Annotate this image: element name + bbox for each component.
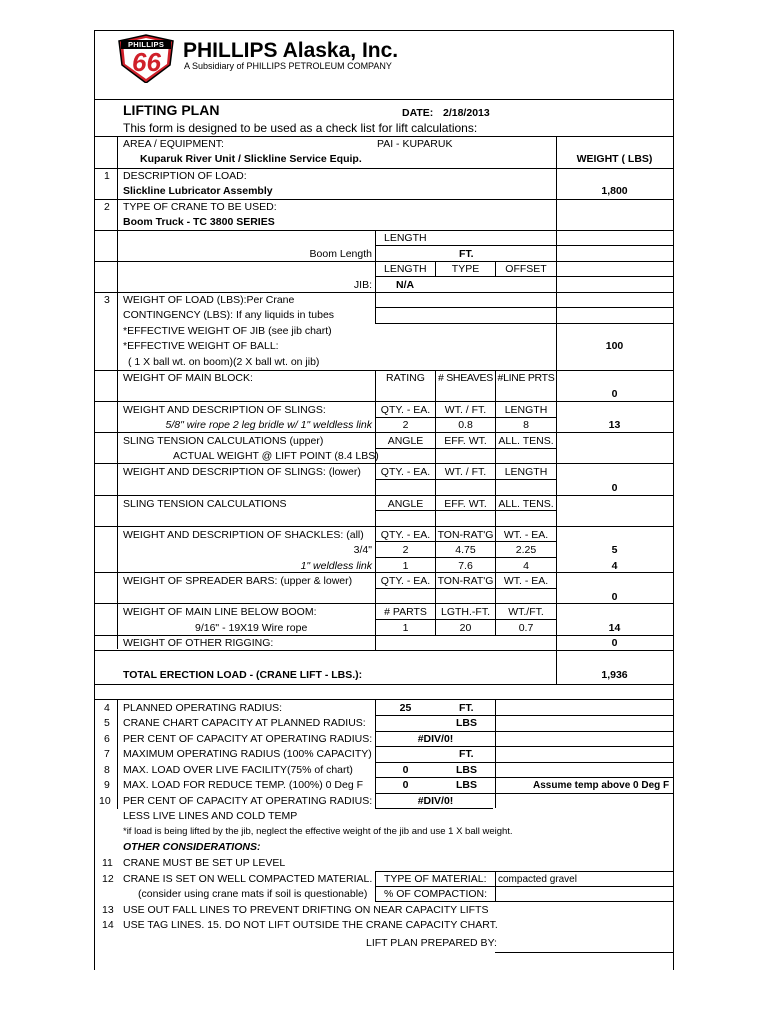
row-number: 4 bbox=[104, 702, 110, 714]
total-load-weight: 1,936 bbox=[601, 669, 628, 681]
sling-tension-upper-label: SLING TENSION CALCULATIONS (upper) bbox=[123, 435, 324, 447]
grid-line bbox=[94, 292, 673, 293]
grid-line bbox=[117, 699, 118, 809]
other-rigging-weight: 0 bbox=[611, 637, 618, 649]
grid-line bbox=[94, 495, 673, 496]
row-number: 6 bbox=[104, 733, 110, 745]
percent-capacity-value: #DIV/0! bbox=[417, 733, 454, 745]
grid-line bbox=[495, 699, 496, 808]
sling-weight: 13 bbox=[608, 419, 621, 431]
planned-radius-value: 25 bbox=[399, 702, 412, 714]
grid-line bbox=[94, 699, 673, 700]
signature-line bbox=[495, 952, 673, 953]
grid-line bbox=[94, 230, 673, 231]
less-live-lines-note: LESS LIVE LINES AND COLD TEMP bbox=[123, 810, 298, 822]
chart-capacity-label: CRANE CHART CAPACITY AT PLANNED RADIUS: bbox=[123, 717, 366, 729]
form-intro: This form is designed to be used as a check list for lift calculations: bbox=[123, 121, 478, 135]
form-title: LIFTING PLAN bbox=[123, 102, 220, 118]
area-code: PAI - KUPARUK bbox=[377, 138, 453, 150]
percent-capacity-op-label: PER CENT OF CAPACITY AT OPERATING RADIUS: bbox=[123, 795, 373, 807]
qty-header: QTY. - EA. bbox=[380, 404, 431, 416]
row-number: 14 bbox=[102, 919, 114, 931]
grid-line bbox=[375, 808, 493, 809]
shackle-2-desc: 1" weldless link bbox=[300, 560, 372, 572]
ton-rating-header: TON-RAT'G bbox=[437, 575, 494, 587]
grid-line bbox=[375, 886, 673, 887]
company-subsidiary: A Subsidiary of PHILLIPS PETROLEUM COMPANY bbox=[184, 61, 392, 71]
length-ft-header: LGTH.-FT. bbox=[441, 606, 490, 618]
jib-label: JIB: bbox=[353, 279, 372, 291]
form-top-border bbox=[94, 30, 673, 31]
max-load-live-value: 0 bbox=[402, 764, 409, 776]
sling-description: 5/8" wire rope 2 leg bridle w/ 1" weldless link bbox=[165, 419, 372, 431]
grid-line bbox=[375, 777, 673, 778]
max-radius-unit: FT. bbox=[459, 748, 474, 760]
max-load-live-label: MAX. LOAD OVER LIVE FACILITY(75% of chart) bbox=[123, 764, 353, 776]
shackle-2-qty: 1 bbox=[402, 560, 409, 572]
grid-line bbox=[94, 432, 673, 433]
fall-lines-item: USE OUT FALL LINES TO PREVENT DRIFTING ON NEAR CAPACITY LIFTS bbox=[123, 904, 489, 916]
row-number: 1 bbox=[104, 170, 110, 182]
grid-line bbox=[375, 245, 673, 246]
divider bbox=[94, 99, 673, 100]
sling-qty: 2 bbox=[402, 419, 409, 431]
actual-weight-label: ACTUAL WEIGHT @ LIFT POINT (8.4 LBS) bbox=[173, 450, 379, 462]
jib-note: *if load is being lifted by the jib, neglect the effective weight of the jib and use 1 X ball weight. bbox=[123, 826, 513, 837]
row-number: 8 bbox=[104, 764, 110, 776]
grid-line bbox=[375, 557, 556, 558]
grid-line bbox=[94, 136, 673, 137]
shackles-label: WEIGHT AND DESCRIPTION OF SHACKLES: (all) bbox=[123, 529, 364, 541]
slings-lower-label: WEIGHT AND DESCRIPTION OF SLINGS: (lower) bbox=[123, 466, 361, 478]
shackle-1-ton: 4.75 bbox=[455, 544, 476, 556]
spreader-weight: 0 bbox=[611, 591, 618, 603]
row-number: 7 bbox=[104, 748, 110, 760]
max-radius-label: MAXIMUM OPERATING RADIUS (100% CAPACITY) bbox=[123, 748, 372, 760]
grid-line bbox=[94, 401, 673, 402]
row-number: 2 bbox=[104, 201, 110, 213]
sling-length: 8 bbox=[523, 419, 529, 431]
percent-capacity-op-value: #DIV/0! bbox=[417, 795, 454, 807]
slings-lower-weight: 0 bbox=[611, 482, 618, 494]
wire-rope-desc: 9/16" - 19X19 Wire rope bbox=[195, 622, 308, 634]
qty-header: QTY. - EA. bbox=[380, 575, 431, 587]
grid-line bbox=[94, 261, 673, 262]
ton-rating-header: TON-RAT'G bbox=[437, 529, 494, 541]
other-considerations-heading: OTHER CONSIDERATIONS: bbox=[123, 841, 261, 853]
grid-line bbox=[94, 526, 673, 527]
grid-line bbox=[94, 199, 673, 200]
phillips-66-shield-icon bbox=[115, 33, 177, 83]
spreader-bars-label: WEIGHT OF SPREADER BARS: (upper & lower) bbox=[123, 575, 353, 587]
row-number: 5 bbox=[104, 717, 110, 729]
company-name: PHILLIPS Alaska, Inc. bbox=[183, 39, 399, 62]
shackle-1-desc: 3/4" bbox=[353, 544, 372, 556]
logo-badge-number: 66 bbox=[132, 47, 161, 77]
grid-line bbox=[94, 635, 673, 636]
grid-line bbox=[375, 588, 556, 589]
date-value: 2/18/2013 bbox=[443, 107, 490, 119]
grid-line bbox=[375, 715, 673, 716]
qty-header: QTY. - EA. bbox=[380, 466, 431, 478]
qty-header: QTY. - EA. bbox=[380, 529, 431, 541]
main-block-weight: 0 bbox=[611, 388, 618, 400]
rating-header: RATING bbox=[386, 372, 425, 384]
area-label: AREA / EQUIPMENT: bbox=[123, 138, 224, 150]
grid-line bbox=[94, 684, 673, 685]
max-load-temp-label: MAX. LOAD FOR REDUCE TEMP. (100%) 0 Deg F bbox=[123, 779, 364, 791]
all-tens-header: ALL. TENS. bbox=[498, 435, 554, 447]
wire-parts: 1 bbox=[402, 622, 409, 634]
sheaves-header: # SHEAVES bbox=[438, 372, 493, 384]
wt-ea-header: WT. - EA. bbox=[503, 529, 549, 541]
chart-capacity-unit: LBS bbox=[456, 717, 477, 729]
row-number: 9 bbox=[104, 779, 110, 791]
grid-line bbox=[375, 901, 673, 902]
wire-wt-ft: 0.7 bbox=[518, 622, 534, 634]
grid-line bbox=[375, 762, 673, 763]
crane-type-label: TYPE OF CRANE TO BE USED: bbox=[123, 201, 277, 213]
crane-mats-note: (consider using crane mats if soil is questionable) bbox=[138, 888, 368, 900]
shackle-2-wt: 4 bbox=[523, 560, 529, 572]
all-tens-header: ALL. TENS. bbox=[498, 498, 554, 510]
material-value: compacted gravel bbox=[498, 874, 577, 885]
grid-line bbox=[375, 793, 673, 794]
slings-upper-label: WEIGHT AND DESCRIPTION OF SLINGS: bbox=[123, 404, 326, 416]
weight-of-load-label: WEIGHT OF LOAD (LBS):Per Crane bbox=[123, 294, 295, 306]
eff-wt-header: EFF. WT. bbox=[444, 498, 487, 510]
boom-length-unit: FT. bbox=[459, 248, 474, 260]
grid-line bbox=[375, 871, 673, 872]
wt-ea-header: WT. - EA. bbox=[503, 575, 549, 587]
grid-line bbox=[94, 168, 673, 169]
grid-line bbox=[375, 731, 673, 732]
grid-line bbox=[94, 463, 673, 464]
planned-radius-unit: FT. bbox=[459, 702, 474, 714]
total-load-label: TOTAL ERECTION LOAD - (CRANE LIFT - LBS.): bbox=[123, 669, 363, 681]
grid-line bbox=[375, 230, 376, 323]
max-load-temp-unit: LBS bbox=[456, 779, 477, 791]
area-value: Kuparuk River Unit / Slickline Service Equip. bbox=[140, 153, 362, 165]
effective-ball-label: *EFFECTIVE WEIGHT OF BALL: bbox=[123, 340, 279, 352]
wt-ft-header: WT. / FT. bbox=[444, 466, 487, 478]
grid-line bbox=[94, 370, 673, 371]
length-header: LENGTH bbox=[384, 232, 427, 244]
line-parts-header: #LINE PRTS bbox=[497, 372, 555, 384]
row-number: 12 bbox=[102, 873, 114, 885]
compacted-material-item: CRANE IS SET ON WELL COMPACTED MATERIAL. bbox=[123, 873, 373, 885]
main-line-weight: 14 bbox=[608, 622, 621, 634]
grid-line bbox=[375, 417, 556, 418]
crane-type: Boom Truck - TC 3800 SERIES bbox=[123, 216, 275, 228]
contingency-label: CONTINGENCY (LBS): If any liquids in tubes bbox=[123, 309, 335, 321]
planned-radius-label: PLANNED OPERATING RADIUS: bbox=[123, 702, 283, 714]
compaction-label: % OF COMPACTION: bbox=[384, 888, 488, 900]
other-rigging-label: WEIGHT OF OTHER RIGGING: bbox=[123, 637, 274, 649]
main-block-label: WEIGHT OF MAIN BLOCK: bbox=[123, 372, 253, 384]
prepared-by-label: LIFT PLAN PREPARED BY: bbox=[366, 937, 497, 949]
row-number: 13 bbox=[102, 904, 114, 916]
description-of-load-label: DESCRIPTION OF LOAD: bbox=[123, 170, 247, 182]
ball-weight: 100 bbox=[605, 340, 624, 352]
grid-line bbox=[375, 448, 556, 449]
grid-line bbox=[375, 323, 673, 324]
wt-ft-header: WT. / FT. bbox=[444, 404, 487, 416]
ball-note: ( 1 X ball wt. on boom)(2 X ball wt. on jib) bbox=[128, 356, 320, 368]
grid-line bbox=[375, 871, 376, 901]
parts-header: # PARTS bbox=[384, 606, 427, 618]
length-header: LENGTH bbox=[504, 404, 548, 416]
shackle-1-wt: 2.25 bbox=[515, 544, 537, 556]
jib-type-header: TYPE bbox=[451, 263, 480, 275]
jib-value: N/A bbox=[396, 279, 415, 291]
wt-ft-header: WT./FT. bbox=[508, 606, 544, 618]
weight-header: WEIGHT ( LBS) bbox=[576, 153, 653, 165]
boom-length-label: Boom Length bbox=[309, 248, 372, 260]
max-load-temp-value: 0 bbox=[402, 779, 409, 791]
shackle-1-weight: 5 bbox=[611, 544, 618, 556]
effective-jib-label: *EFFECTIVE WEIGHT OF JIB (see jib chart) bbox=[123, 325, 332, 337]
load-weight: 1,800 bbox=[601, 185, 628, 197]
temperature-note: Assume temp above 0 Deg F bbox=[533, 780, 670, 791]
row-number: 3 bbox=[104, 294, 110, 306]
max-load-live-unit: LBS bbox=[456, 764, 477, 776]
sling-wt-ft: 0.8 bbox=[458, 419, 473, 431]
length-header: LENGTH bbox=[504, 466, 548, 478]
eff-wt-header: EFF. WT. bbox=[444, 435, 487, 447]
row-number: 11 bbox=[102, 857, 113, 869]
wire-length: 20 bbox=[459, 622, 472, 634]
load-name: Slickline Lubricator Assembly bbox=[123, 185, 273, 197]
grid-line bbox=[495, 871, 496, 901]
grid-line bbox=[375, 619, 556, 620]
grid-line bbox=[375, 307, 673, 308]
shackle-2-ton: 7.6 bbox=[458, 560, 473, 572]
date-label: DATE: bbox=[402, 107, 434, 119]
percent-capacity-label: PER CENT OF CAPACITY AT OPERATING RADIUS: bbox=[123, 733, 373, 745]
jib-length-header: LENGTH bbox=[384, 263, 427, 275]
grid-line bbox=[117, 136, 118, 649]
jib-offset-header: OFFSET bbox=[505, 263, 547, 275]
grid-line bbox=[94, 650, 673, 651]
shackle-2-weight: 4 bbox=[611, 560, 618, 572]
main-line-label: WEIGHT OF MAIN LINE BELOW BOOM: bbox=[123, 606, 317, 618]
level-setup-item: CRANE MUST BE SET UP LEVEL bbox=[123, 857, 286, 869]
row-number: 10 bbox=[99, 795, 111, 807]
tag-lines-item: USE TAG LINES. 15. DO NOT LIFT OUTSIDE THE CRANE CAPACITY CHART. bbox=[123, 919, 498, 931]
shackle-1-qty: 2 bbox=[402, 544, 409, 556]
logo-badge-text: PHILLIPS bbox=[128, 40, 165, 49]
grid-line bbox=[375, 276, 673, 277]
sling-tension-label: SLING TENSION CALCULATIONS bbox=[123, 498, 287, 510]
angle-header: ANGLE bbox=[387, 435, 424, 447]
type-material-label: TYPE OF MATERIAL: bbox=[384, 873, 487, 885]
grid-line bbox=[375, 479, 556, 480]
angle-header: ANGLE bbox=[387, 498, 424, 510]
grid-line bbox=[375, 746, 673, 747]
